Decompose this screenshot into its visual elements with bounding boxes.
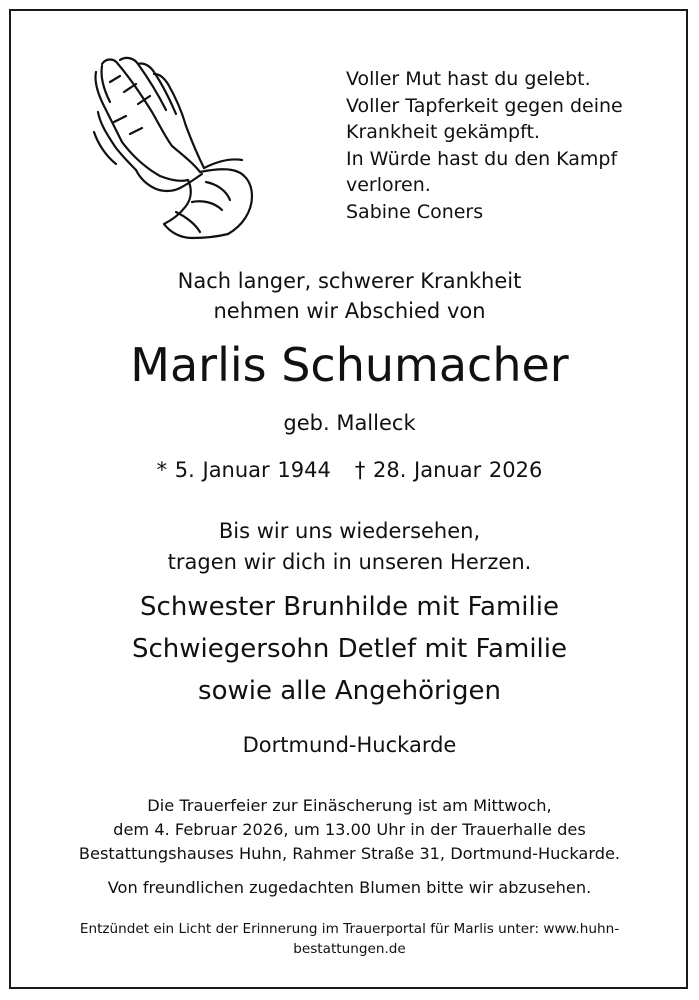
intro-text bbox=[0, 266, 699, 326]
service-info bbox=[0, 794, 699, 866]
poem bbox=[346, 66, 676, 225]
birth-date: * 5. Januar 1944 bbox=[156, 458, 331, 482]
poem-line: Voller Mut hast du gelebt. bbox=[346, 68, 591, 90]
verse-line: Bis wir uns wiedersehen, bbox=[218, 519, 481, 543]
poem-line: Voller Tapferkeit gegen deine bbox=[346, 94, 623, 117]
death-date: † 28. Januar 2026 bbox=[354, 458, 543, 482]
portal-line: Entzündet ein Licht der Erinnerung im Trauerportal für Marlis unter: www.huhn- bbox=[79, 921, 620, 937]
portal-note bbox=[0, 919, 699, 959]
service-line: dem 4. Februar 2026, um 13.00 Uhr in der Trauerhalle des bbox=[113, 820, 586, 839]
verse bbox=[0, 516, 699, 578]
mourner-line: Schwiegersohn Detlef mit Familie bbox=[132, 634, 567, 664]
poem-author: Sabine Coners bbox=[346, 200, 484, 223]
praying-hands-icon bbox=[80, 52, 260, 242]
mourner-line: sowie alle Angehörigen bbox=[198, 676, 501, 706]
poem-line: In Würde hast du den Kampf bbox=[346, 147, 618, 170]
portal-line: bestattungen.de bbox=[293, 941, 406, 957]
maiden-name: geb. Malleck bbox=[283, 411, 416, 435]
poem-line: verloren. bbox=[346, 174, 431, 196]
service-line: Bestattungshauses Huhn, Rahmer Straße 31, Dortmund-Huckarde. bbox=[78, 844, 621, 863]
flowers-note: Von freundlichen zugedachten Blumen bitte wir abzusehen. bbox=[107, 878, 592, 897]
life-dates bbox=[0, 455, 699, 485]
place: Dortmund-Huckarde bbox=[242, 733, 457, 757]
deceased-name: Marlis Schumacher bbox=[130, 338, 569, 392]
intro-line: Nach langer, schwerer Krankheit bbox=[177, 269, 522, 293]
mourner-line: Schwester Brunhilde mit Familie bbox=[140, 592, 559, 622]
verse-line: tragen wir dich in unseren Herzen. bbox=[167, 550, 532, 574]
service-line: Die Trauerfeier zur Einäscherung ist am Mittwoch, bbox=[147, 796, 552, 815]
mourners bbox=[0, 586, 699, 712]
poem-line: Krankheit gekämpft. bbox=[346, 121, 540, 143]
intro-line: nehmen wir Abschied von bbox=[213, 299, 486, 323]
